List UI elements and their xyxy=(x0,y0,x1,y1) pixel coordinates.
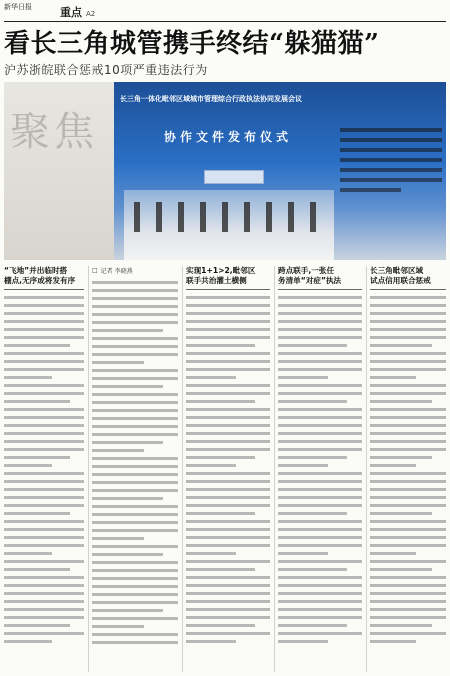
body-text-line xyxy=(278,440,362,443)
body-text-line xyxy=(92,353,178,356)
body-text-line xyxy=(4,488,84,491)
section-label: 重点 xyxy=(60,6,82,19)
body-text-line xyxy=(92,377,178,380)
body-text-line xyxy=(186,400,255,403)
body-text-line xyxy=(186,344,255,347)
body-text-line xyxy=(370,408,446,411)
body-text-line xyxy=(370,440,446,443)
body-text-line xyxy=(370,480,446,483)
body-text-line xyxy=(92,593,178,596)
body-text-line xyxy=(4,576,84,579)
body-text-line xyxy=(92,569,178,572)
body-text-line xyxy=(92,313,178,316)
body-text-line xyxy=(186,296,270,299)
body-text-line xyxy=(4,360,84,363)
article-body xyxy=(4,296,84,643)
body-text-line xyxy=(370,568,432,571)
body-text-line xyxy=(370,328,446,331)
body-text-line xyxy=(186,496,270,499)
body-text-line xyxy=(4,384,84,387)
byline-text: 记者 李晓燕 xyxy=(100,268,133,275)
body-text-line xyxy=(92,641,178,644)
body-text-line xyxy=(92,337,178,340)
body-text-line xyxy=(370,312,446,315)
body-text-line xyxy=(370,296,446,299)
body-text-line xyxy=(278,456,347,459)
body-text-line xyxy=(278,448,362,451)
body-text-line xyxy=(186,376,236,379)
body-text-line xyxy=(4,416,84,419)
body-text-line xyxy=(4,624,70,627)
body-text-line xyxy=(92,577,178,580)
body-text-line xyxy=(4,640,52,643)
body-text-line xyxy=(278,400,347,403)
body-text-line xyxy=(92,489,178,492)
body-text-line xyxy=(370,512,432,515)
body-text-line xyxy=(186,448,270,451)
body-text-line xyxy=(370,344,432,347)
body-text-line xyxy=(4,552,52,555)
body-text-line xyxy=(370,600,446,603)
body-text-line xyxy=(186,336,270,339)
body-text-line xyxy=(186,624,255,627)
body-text-line xyxy=(186,568,255,571)
body-text-line xyxy=(370,304,446,307)
byline-box: □ xyxy=(92,267,98,274)
body-text-line xyxy=(92,345,178,348)
body-text-line xyxy=(92,409,178,412)
body-text-line xyxy=(370,632,446,635)
body-text-line xyxy=(278,640,328,643)
body-text-line xyxy=(4,616,84,619)
body-text-line xyxy=(4,608,84,611)
body-text-line xyxy=(278,416,362,419)
body-text-line xyxy=(92,497,163,500)
page-number: A2 xyxy=(86,10,96,18)
body-text-line xyxy=(278,512,347,515)
photo-caption xyxy=(340,128,442,198)
body-text-line xyxy=(278,584,362,587)
body-text-line xyxy=(92,625,144,628)
masthead xyxy=(4,3,446,22)
body-text-line xyxy=(92,513,178,516)
body-text-line xyxy=(186,488,270,491)
body-text-line xyxy=(4,304,84,307)
body-text-line xyxy=(278,600,362,603)
body-text-line xyxy=(4,632,84,635)
body-text-line xyxy=(92,305,178,308)
body-text-line xyxy=(186,328,270,331)
body-text-line xyxy=(278,608,362,611)
body-text-line xyxy=(4,496,84,499)
body-text-line xyxy=(4,424,84,427)
body-text-line xyxy=(370,376,416,379)
body-text-line xyxy=(4,392,84,395)
body-text-line xyxy=(92,505,178,508)
column-divider xyxy=(88,266,89,672)
body-text-line xyxy=(4,504,84,507)
column-divider xyxy=(274,266,275,672)
body-text-line xyxy=(278,528,362,531)
body-text-line xyxy=(278,360,362,363)
body-text-line xyxy=(370,368,446,371)
body-text-line xyxy=(92,521,178,524)
body-text-line xyxy=(92,465,178,468)
body-text-line xyxy=(186,352,270,355)
body-text-line xyxy=(278,632,362,635)
body-text-line xyxy=(370,416,446,419)
body-text-line xyxy=(370,576,446,579)
article-body xyxy=(370,296,446,643)
body-text-line xyxy=(278,368,362,371)
page-subheadline: 沪苏浙皖联合惩戒10项严重违法行为 xyxy=(4,63,208,77)
body-text-line xyxy=(4,520,84,523)
body-text-line xyxy=(4,432,84,435)
body-text-line xyxy=(186,432,270,435)
body-text-line xyxy=(92,633,178,636)
body-text-line xyxy=(278,408,362,411)
lead-photo xyxy=(4,82,446,260)
article-column-2 xyxy=(92,266,178,672)
body-text-line xyxy=(4,600,84,603)
body-text-line xyxy=(278,624,347,627)
body-text-line xyxy=(278,536,362,539)
body-text-line xyxy=(92,417,178,420)
body-text-line xyxy=(186,608,270,611)
body-text-line xyxy=(4,472,84,475)
body-text-line xyxy=(4,408,84,411)
body-text-line xyxy=(278,336,362,339)
body-text-line xyxy=(278,552,328,555)
body-text-line xyxy=(92,601,178,604)
photo-left-panel xyxy=(4,82,114,260)
body-text-line xyxy=(92,441,163,444)
body-text-line xyxy=(370,536,446,539)
body-text-line xyxy=(278,544,362,547)
body-text-line xyxy=(186,528,270,531)
body-text-line xyxy=(4,312,84,315)
body-text-line xyxy=(370,448,446,451)
article-body xyxy=(278,296,362,643)
body-text-line xyxy=(370,552,416,555)
body-text-line xyxy=(278,504,362,507)
body-text-line xyxy=(4,560,84,563)
body-text-line xyxy=(186,512,255,515)
column-divider xyxy=(182,266,183,672)
body-text-line xyxy=(186,320,270,323)
article-column-4 xyxy=(278,266,362,672)
body-text-line xyxy=(4,296,84,299)
body-text-line xyxy=(4,320,84,323)
body-text-line xyxy=(278,328,362,331)
body-text-line xyxy=(370,384,446,387)
body-text-line xyxy=(92,329,163,332)
body-text-line xyxy=(186,640,236,643)
body-text-line xyxy=(278,392,362,395)
body-text-line xyxy=(186,424,270,427)
body-text-line xyxy=(186,616,270,619)
body-text-line xyxy=(278,472,362,475)
body-text-line xyxy=(4,352,84,355)
body-text-line xyxy=(370,560,446,563)
article-columns xyxy=(4,266,446,672)
body-text-line xyxy=(186,480,270,483)
article-column-3 xyxy=(186,266,270,672)
body-text-line xyxy=(186,536,270,539)
body-text-line xyxy=(92,529,178,532)
body-text-line xyxy=(278,616,362,619)
body-text-line xyxy=(4,336,84,339)
body-text-line xyxy=(370,320,446,323)
body-text-line xyxy=(186,576,270,579)
body-text-line xyxy=(370,488,446,491)
body-text-line xyxy=(370,520,446,523)
body-text-line xyxy=(370,336,446,339)
body-text-line xyxy=(370,472,446,475)
article-title: “飞地”并出临时搭 棚点,无序或将发有序 xyxy=(4,266,84,290)
body-text-line xyxy=(92,281,178,284)
body-text-line xyxy=(278,320,362,323)
body-text-line xyxy=(186,584,270,587)
body-text-line xyxy=(92,481,178,484)
body-text-line xyxy=(370,624,432,627)
body-text-line xyxy=(92,385,163,388)
body-text-line xyxy=(278,296,362,299)
byline xyxy=(92,266,178,275)
body-text-line xyxy=(278,576,362,579)
article-title: 长三角毗邻区域 试点信用联合惩戒 xyxy=(370,266,446,290)
body-text-line xyxy=(278,344,347,347)
body-text-line xyxy=(370,504,446,507)
body-text-line xyxy=(4,440,84,443)
column-divider xyxy=(366,266,367,672)
body-text-line xyxy=(92,321,178,324)
body-text-line xyxy=(92,289,178,292)
body-text-line xyxy=(278,488,362,491)
body-text-line xyxy=(278,520,362,523)
body-text-line xyxy=(186,440,270,443)
newspaper-brand: 新华日报 xyxy=(4,3,32,11)
page-headline: 看长三角城管携手终结“躲猫猫” xyxy=(4,29,380,59)
body-text-line xyxy=(4,464,52,467)
body-text-line xyxy=(186,416,270,419)
body-text-line xyxy=(370,640,416,643)
body-text-line xyxy=(186,592,270,595)
article-title: 跨点联手,一张任 务清单“对症”执法 xyxy=(278,266,362,290)
body-text-line xyxy=(370,528,446,531)
body-text-line xyxy=(4,544,84,547)
body-text-line xyxy=(370,400,432,403)
body-text-line xyxy=(4,328,84,331)
body-text-line xyxy=(186,312,270,315)
body-text-line xyxy=(278,592,362,595)
body-text-line xyxy=(186,464,236,467)
body-text-line xyxy=(4,400,70,403)
body-text-line xyxy=(4,536,84,539)
body-text-line xyxy=(92,609,163,612)
body-text-line xyxy=(186,360,270,363)
body-text-line xyxy=(370,352,446,355)
body-text-line xyxy=(186,504,270,507)
body-text-line xyxy=(370,496,446,499)
body-text-line xyxy=(186,384,270,387)
body-text-line xyxy=(370,464,416,467)
photo-ceremony-text: 协作文件发布仪式 xyxy=(164,130,293,144)
body-text-line xyxy=(4,584,84,587)
section-title xyxy=(60,4,95,20)
article-title: 实现1+1>2,毗邻区 联手共治灌土横侧 xyxy=(186,266,270,290)
body-text-line xyxy=(92,361,144,364)
photo-podium xyxy=(204,170,264,184)
body-text-line xyxy=(278,304,362,307)
body-text-line xyxy=(4,568,70,571)
body-text-line xyxy=(278,496,362,499)
body-text-line xyxy=(92,617,178,620)
body-text-line xyxy=(186,304,270,307)
body-text-line xyxy=(370,584,446,587)
body-text-line xyxy=(4,592,84,595)
body-text-line xyxy=(278,312,362,315)
body-text-line xyxy=(92,545,178,548)
body-text-line xyxy=(92,561,178,564)
body-text-line xyxy=(370,608,446,611)
body-text-line xyxy=(4,456,70,459)
article-body xyxy=(186,296,270,643)
body-text-line xyxy=(92,401,178,404)
body-text-line xyxy=(92,297,178,300)
body-text-line xyxy=(278,424,362,427)
body-text-line xyxy=(278,464,328,467)
body-text-line xyxy=(278,560,362,563)
body-text-line xyxy=(186,632,270,635)
body-text-line xyxy=(4,448,84,451)
body-text-line xyxy=(186,560,270,563)
body-text-line xyxy=(4,368,84,371)
article-column-1 xyxy=(4,266,84,672)
body-text-line xyxy=(186,456,255,459)
body-text-line xyxy=(92,473,178,476)
body-text-line xyxy=(186,368,270,371)
article-column-5 xyxy=(370,266,446,672)
photo-watermark: 聚焦 xyxy=(10,109,98,155)
body-text-line xyxy=(92,537,144,540)
body-text-line xyxy=(186,544,270,547)
body-text-line xyxy=(370,432,446,435)
body-text-line xyxy=(278,568,347,571)
body-text-line xyxy=(92,393,178,396)
photo-people xyxy=(134,202,324,232)
body-text-line xyxy=(370,456,432,459)
body-text-line xyxy=(278,352,362,355)
body-text-line xyxy=(370,392,446,395)
body-text-line xyxy=(4,512,70,515)
body-text-line xyxy=(186,520,270,523)
body-text-line xyxy=(92,433,178,436)
body-text-line xyxy=(92,449,144,452)
body-text-line xyxy=(92,369,178,372)
body-text-line xyxy=(278,376,328,379)
body-text-line xyxy=(92,425,178,428)
body-text-line xyxy=(4,376,52,379)
body-text-line xyxy=(92,585,178,588)
article-body xyxy=(92,281,178,644)
body-text-line xyxy=(92,457,178,460)
body-text-line xyxy=(186,600,270,603)
body-text-line xyxy=(278,432,362,435)
body-text-line xyxy=(370,616,446,619)
body-text-line xyxy=(278,384,362,387)
body-text-line xyxy=(4,528,84,531)
body-text-line xyxy=(278,480,362,483)
body-text-line xyxy=(370,424,446,427)
body-text-line xyxy=(4,480,84,483)
body-text-line xyxy=(370,544,446,547)
body-text-line xyxy=(370,360,446,363)
body-text-line xyxy=(186,552,236,555)
body-text-line xyxy=(92,553,163,556)
body-text-line xyxy=(186,408,270,411)
body-text-line xyxy=(370,592,446,595)
body-text-line xyxy=(186,392,270,395)
body-text-line xyxy=(186,472,270,475)
photo-banner-text: 长三角一体化毗邻区域城市管理综合行政执法协同发展会议 xyxy=(120,95,302,103)
body-text-line xyxy=(4,344,70,347)
